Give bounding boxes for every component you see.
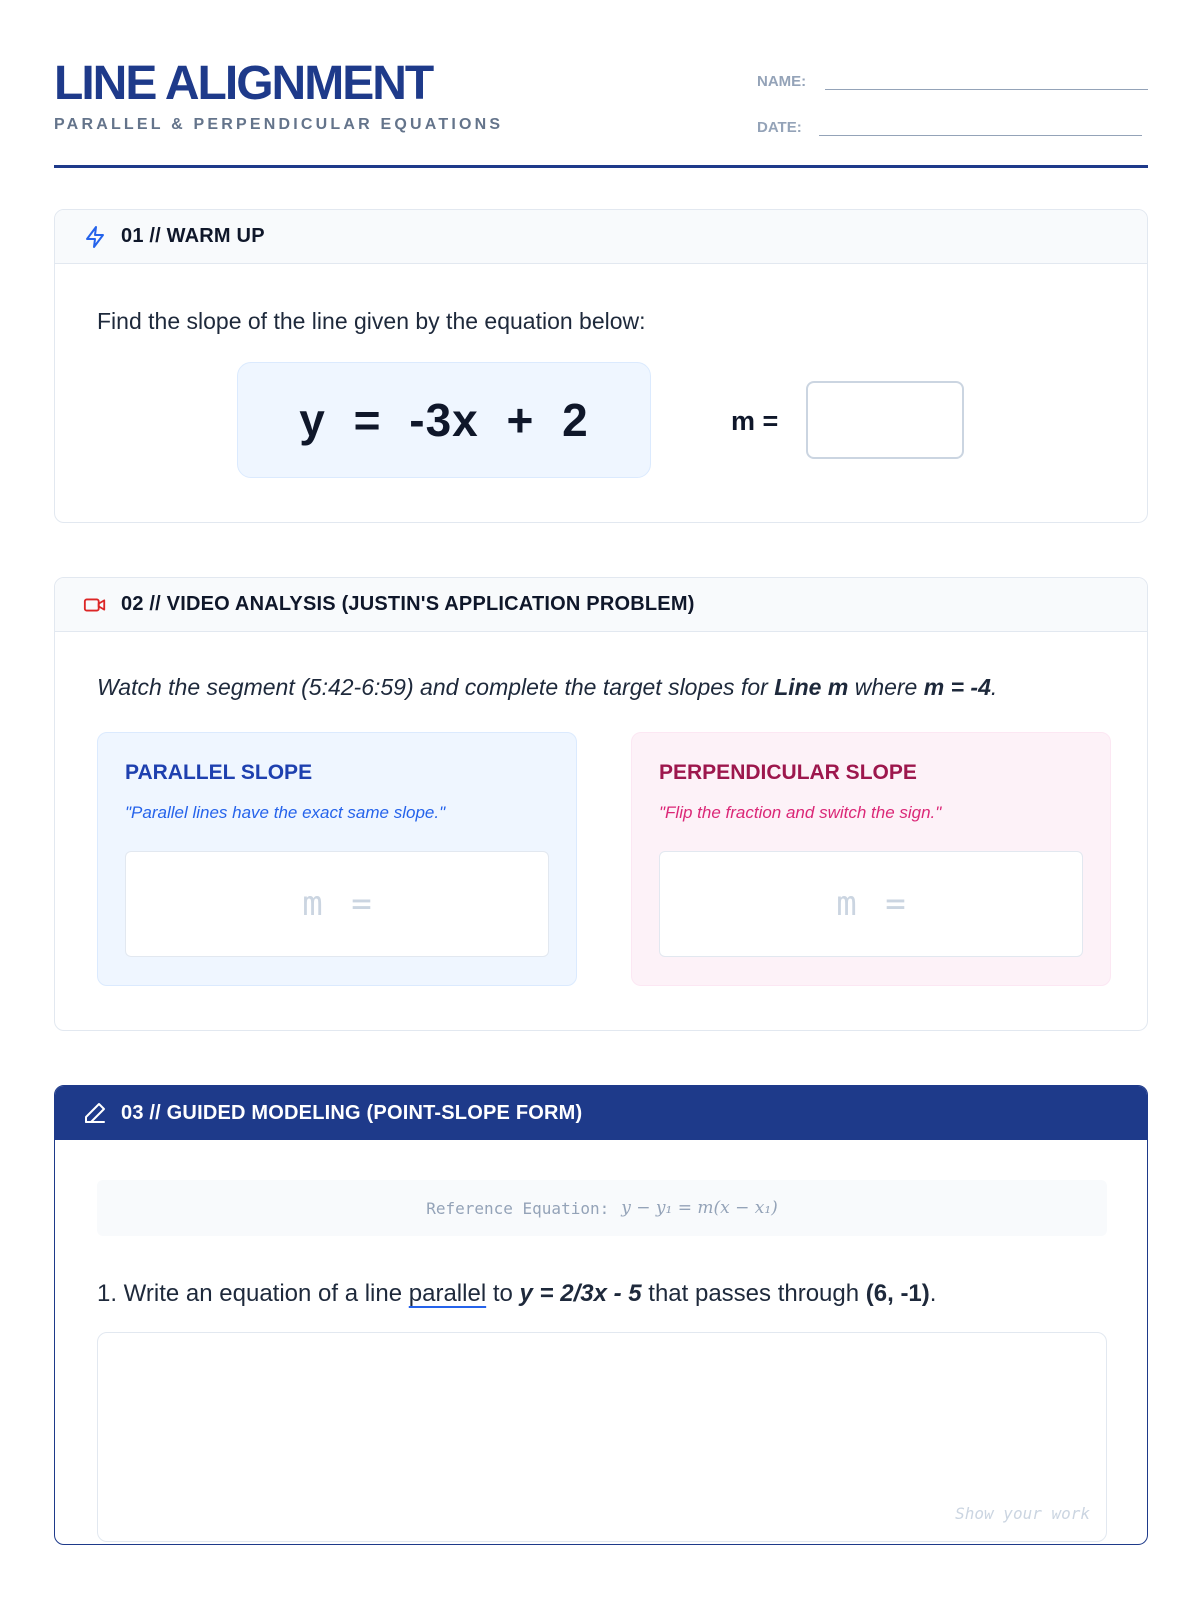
lightning-icon [83, 225, 107, 249]
prompt-line-name: Line m [774, 674, 849, 700]
name-field[interactable] [825, 72, 1148, 90]
video-analysis-header [55, 578, 1147, 632]
question-text-b: to [486, 1280, 520, 1307]
slope-answer-input[interactable] [806, 381, 964, 459]
video-camera-icon [83, 593, 107, 617]
warm-up-title: 01 // WARM UP [121, 225, 265, 247]
question-1 [97, 1280, 936, 1308]
reference-equation-bar [97, 1180, 1107, 1236]
perpendicular-slope-title: PERPENDICULAR SLOPE [659, 761, 917, 784]
warm-up-prompt: Find the slope of the line given by the equation below: [97, 308, 646, 334]
work-area[interactable] [97, 1332, 1107, 1542]
parallel-slope-title: PARALLEL SLOPE [125, 761, 313, 784]
guided-modeling-card [54, 1085, 1148, 1545]
reference-equation: y − y₁ = m(x − x₁) [621, 1198, 778, 1218]
prompt-text-b: where [848, 674, 924, 700]
work-hint: Show your work [955, 1504, 1090, 1523]
date-field[interactable] [819, 118, 1142, 136]
question-text-a: 1. Write an equation of a line [97, 1280, 409, 1307]
question-equation: y = 2/3x - 5 [519, 1280, 642, 1307]
perpendicular-slope-box [631, 732, 1111, 986]
slope-answer-label: m = [731, 406, 779, 436]
page-header [54, 58, 1148, 168]
warm-up-header [55, 210, 1147, 264]
warm-up-equation: y = -3x + 2 [299, 394, 589, 446]
page-subtitle: PARALLEL & PERPENDICULAR EQUATIONS [54, 116, 504, 133]
name-field-row [757, 64, 1148, 90]
parallel-slope-input[interactable]: m = [125, 851, 549, 957]
question-point: (6, -1) [865, 1280, 930, 1307]
parallel-slope-box [97, 732, 577, 986]
prompt-slope-value: m = -4 [923, 674, 991, 700]
perpendicular-slope-input[interactable]: m = [659, 851, 1083, 957]
page-title: LINE ALIGNMENT [54, 57, 433, 110]
prompt-text-c: . [990, 674, 998, 700]
video-analysis-card [54, 577, 1148, 1031]
video-analysis-title: 02 // VIDEO ANALYSIS (JUSTIN'S APPLICATION PROBLEM) [121, 593, 695, 615]
parallel-slope-quote: "Parallel lines have the exact same slope." [125, 803, 446, 822]
date-field-row [757, 110, 1142, 136]
perpendicular-slope-quote: "Flip the fraction and switch the sign." [659, 803, 942, 822]
guided-modeling-title: 03 // GUIDED MODELING (POINT-SLOPE FORM) [121, 1101, 583, 1124]
prompt-text-a: Watch the segment (5:42-6:59) and complete the target slopes for [97, 674, 775, 700]
warm-up-card [54, 209, 1148, 523]
reference-label: Reference Equation: [426, 1198, 610, 1218]
name-label: NAME: [757, 73, 807, 90]
date-label: DATE: [757, 119, 802, 136]
pencil-icon [83, 1101, 107, 1125]
video-analysis-prompt [97, 674, 997, 701]
equation-box [237, 362, 651, 478]
question-keyword: parallel [408, 1280, 487, 1307]
question-text-d: . [929, 1280, 937, 1307]
guided-modeling-header [55, 1086, 1147, 1140]
question-text-c: that passes through [641, 1280, 866, 1307]
